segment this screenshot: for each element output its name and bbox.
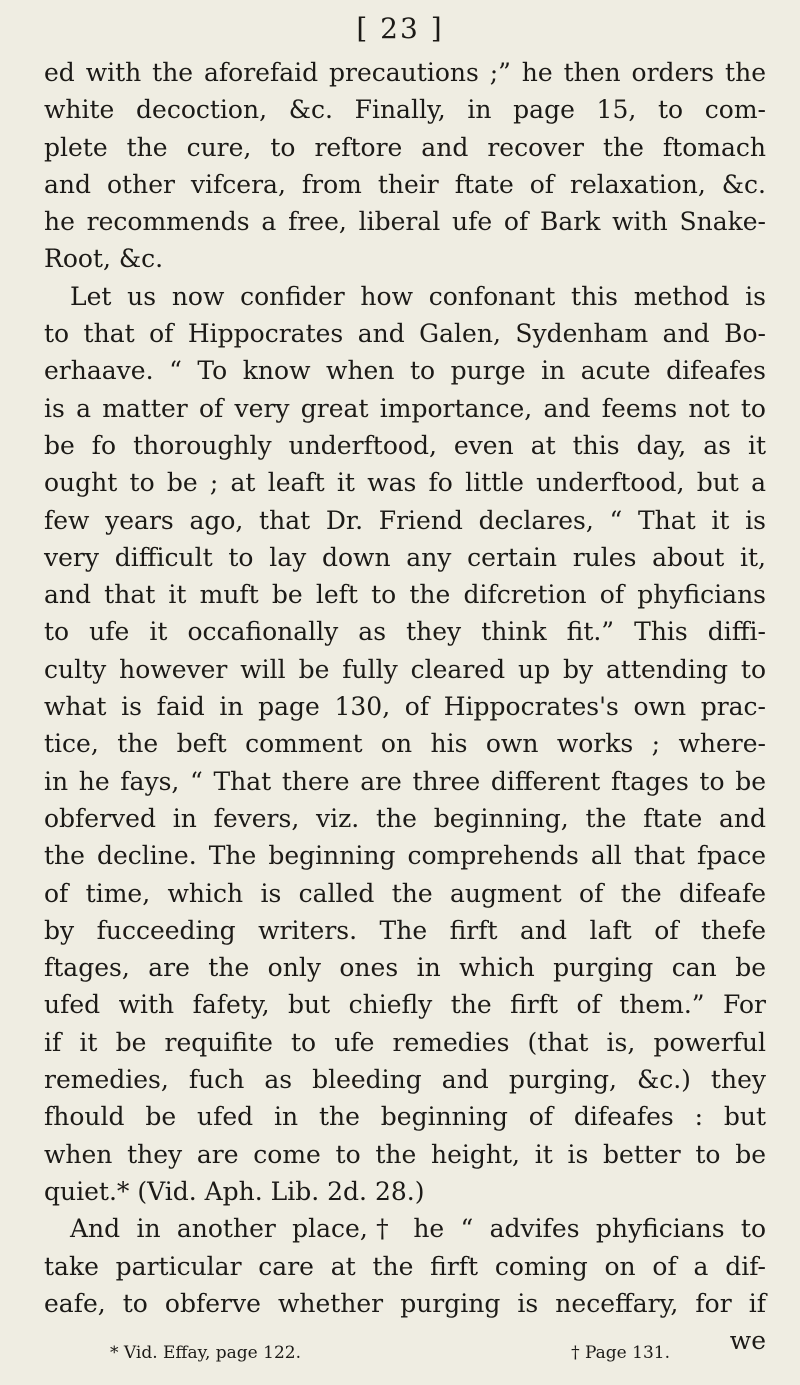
text-line: when they are come to the height, it is better to be	[44, 1139, 766, 1169]
text-line: take particular care at the firft coming on of a dif-	[44, 1251, 766, 1281]
text-line: erhaave. “ To know when to purge in acute difeafes	[44, 356, 766, 386]
footnote-dagger: † Page 131.	[571, 1343, 670, 1363]
text-line: few years ago, that Dr. Friend declares, “ That it is	[44, 505, 766, 535]
text-line: quiet.* (Vid. Aph. Lib. 2d. 28.)	[44, 1176, 425, 1206]
text-line: culty however will be fully cleared up by attending to	[44, 654, 766, 684]
text-line: obferved in fevers, viz. the beginning, the ftate and	[44, 803, 766, 833]
text-line: to ufe it occafionally as they think fit.” This diffi-	[44, 617, 766, 647]
text-line: and other vifcera, from their ftate of relaxation, &c.	[44, 169, 766, 199]
text-line: he recommends a free, liberal ufe of Bark with Snake-	[44, 207, 766, 237]
body-text	[44, 54, 766, 1359]
text-line: tice, the beft comment on his own works ; where-	[44, 729, 766, 759]
text-line: is a matter of very great importance, and feems not to	[44, 393, 766, 423]
text-line: plete the cure, to reftore and recover the ftomach	[44, 132, 766, 162]
text-line: what is faid in page 130, of Hippocrates's own prac-	[44, 692, 766, 722]
text-line: to that of Hippocrates and Galen, Sydenham and Bo-	[44, 319, 766, 349]
footnotes	[110, 1343, 670, 1363]
text-line: and that it muft be left to the difcretion of phyficians	[44, 580, 766, 610]
text-line: the decline. The beginning comprehends all that fpace	[44, 841, 766, 871]
text-line: ftages, are the only ones in which purging can be	[44, 953, 766, 983]
text-line: of time, which is called the augment of the difeafe	[44, 878, 766, 908]
text-line: Root, &c.	[44, 244, 164, 274]
text-line: And in another place,† he “ advifes phyficians to	[70, 1214, 766, 1244]
text-line: very difficult to lay down any certain rules about it,	[44, 542, 766, 572]
text-line: ufed with fafety, but chiefly the firft of them.” For	[44, 990, 766, 1020]
text-line: in he fays, “ That there are three different ftages to be	[44, 766, 766, 796]
page-number-header: [ 23 ]	[356, 12, 444, 45]
text-line: we	[729, 1326, 766, 1356]
text-line: eafe, to obferve whether purging is neceffary, for if	[44, 1288, 766, 1318]
text-line: by fucceeding writers. The firft and laft of thefe	[44, 915, 766, 945]
footnote-asterisk: * Vid. Effay, page 122.	[110, 1343, 302, 1363]
text-line: Let us now confider how confonant this method is	[70, 281, 766, 311]
text-line: white decoction, &c. Finally, in page 15, to com-	[44, 95, 766, 125]
text-line: ought to be ; at leaft it was fo little underftood, but a	[44, 468, 766, 498]
text-line: be fo thoroughly underftood, even at this day, as it	[44, 430, 766, 460]
text-line: ed with the aforefaid precautions ;” he then orders the	[44, 58, 766, 87]
text-line: remedies, fuch as bleeding and purging, &c.) they	[44, 1065, 766, 1095]
text-line: if it be requifite to ufe remedies (that is, powerful	[44, 1027, 766, 1057]
text-line: fhould be ufed in the beginning of difeafes : but	[44, 1102, 766, 1132]
